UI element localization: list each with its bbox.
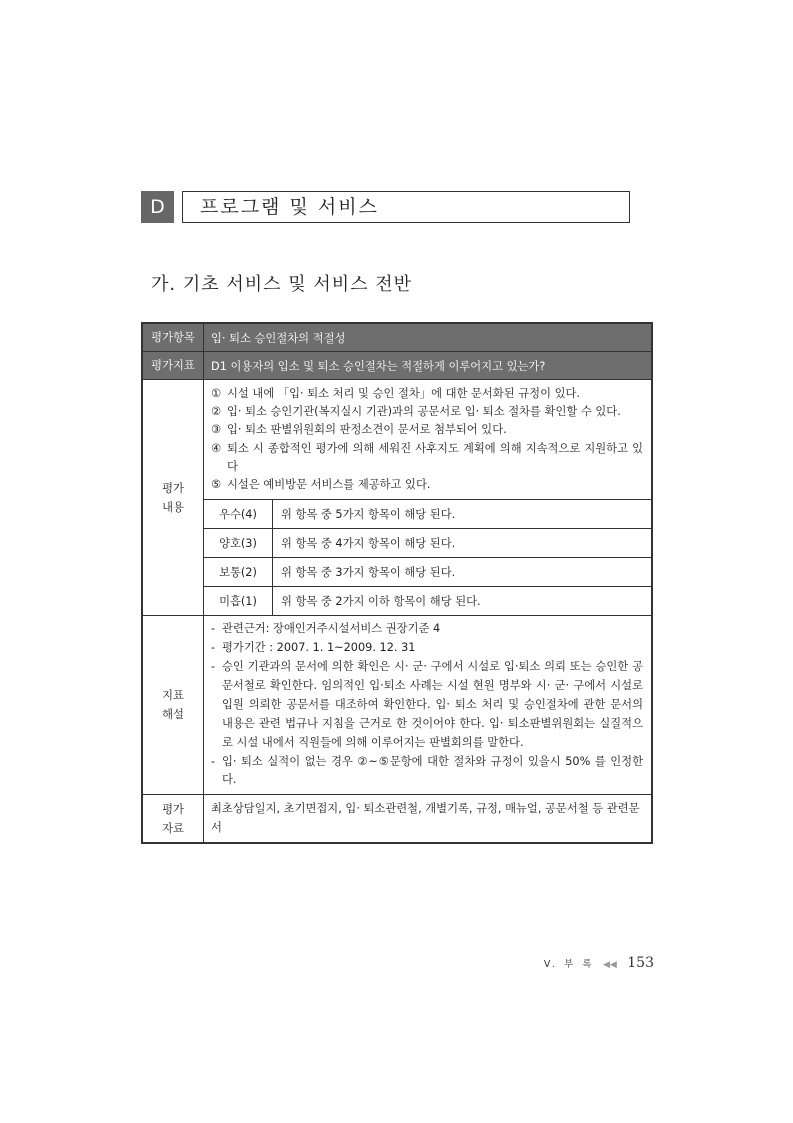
explain-label: 지표 해설 [142,616,204,795]
grade-label: 미흡(1) [204,587,273,616]
grade-description: 위 항목 중 3가지 항목이 해당 된다. [273,558,652,587]
list-item: - 입· 퇴소 실적이 없는 경우 ②~⑤문항에 대한 절차와 규정이 있을시 50% 를 인정한다. [211,754,643,787]
grade-row [204,529,651,558]
explain-cell [204,616,653,795]
grade-description: 위 항목 중 4가지 항목이 해당 된다. [273,529,652,558]
page-footer [544,955,654,971]
table-row-indicator [142,352,652,380]
data-value: 최초상담일지, 초기면접지, 입· 퇴소관련철, 개별기록, 규정, 매뉴얼, 공문서철 등 관련문서 [211,802,640,835]
grades-table [204,499,651,615]
table-row-content [142,380,652,616]
footer-section: V. 부 록 [543,959,595,970]
double-arrow-left-icon: ◀◀ [602,960,617,970]
grade-label: 양호(3) [204,529,273,558]
table-row-item [142,323,652,352]
section-header [141,191,630,223]
page-number: 153 [627,955,654,971]
list-item: ③ 입· 퇴소 판별위원회의 판정소견이 문서로 첨부되어 있다. [211,423,507,437]
grade-label: 우수(4) [204,500,273,529]
item-label: 평가항목 [142,323,204,352]
data-label: 평가 자료 [142,795,204,844]
grade-description: 위 항목 중 2가지 이하 항목이 해당 된다. [273,587,652,616]
content-label: 평가 내용 [142,380,204,616]
table-row-data [142,795,652,844]
list-item: - 평가기간 : 2007. 1. 1~2009. 12. 31 [211,641,416,655]
list-item: - 승인 기관과의 문서에 의한 확인은 시· 군· 구에서 시설로 입·퇴소 의뢰 또는 승인한 공문서철로 확인한다. 임의적인 입·퇴소 사례는 시설 현원 명부와 시· 군· 구에서 시설로 입원 의뢰한 공문서를 대조하여 확인한다. 입· 퇴소 처리 및 승인절차에 관한 문서의 내용은 관련 법규나 지침을 근거로 한 것이어야 한다. 입· 퇴소판별위원회는 실질적으로 시설 내에서 직원들에 의해 이루어지는 판별회의를 말한다. [211,660,643,749]
table-row-explanation [142,616,652,795]
grade-row [204,500,651,529]
grade-row [204,587,651,616]
list-item: ① 시설 내에 「입· 퇴소 처리 및 승인 절차」에 대한 문서화된 규정이 있다. [211,387,581,400]
data-cell [204,795,653,844]
content-items-list [204,380,651,499]
list-item: - 관련근거: 장애인거주시설서비스 권장기준 4 [211,622,441,636]
section-title: 프로그램 및 서비스 [182,191,630,223]
grade-description: 위 항목 중 5가지 항목이 해당 된다. [273,500,652,529]
list-item: ④ 퇴소 시 종합적인 평가에 의해 세워진 사후지도 계획에 의해 지속적으로 지원하고 있다 [211,441,643,473]
explain-list [204,616,651,794]
item-value: 입· 퇴소 승인절차의 적절성 [204,323,653,352]
indicator-label: 평가지표 [142,352,204,380]
section-letter-badge: D [141,191,174,223]
grade-label: 보통(2) [204,558,273,587]
list-item: ② 입· 퇴소 승인기관(복지실시 기관)과의 공문서로 입· 퇴소 절차를 확인할 수 있다. [211,405,621,419]
list-item: ⑤ 시설은 예비방문 서비스를 제공하고 있다. [211,478,431,492]
evaluation-table [141,322,653,844]
subheading: 가. 기초 서비스 및 서비스 전반 [151,274,412,295]
indicator-value: D1 이용자의 입소 및 퇴소 승인절차는 적절하게 이루어지고 있는가? [204,352,653,380]
content-cell [204,380,653,616]
grade-row [204,558,651,587]
